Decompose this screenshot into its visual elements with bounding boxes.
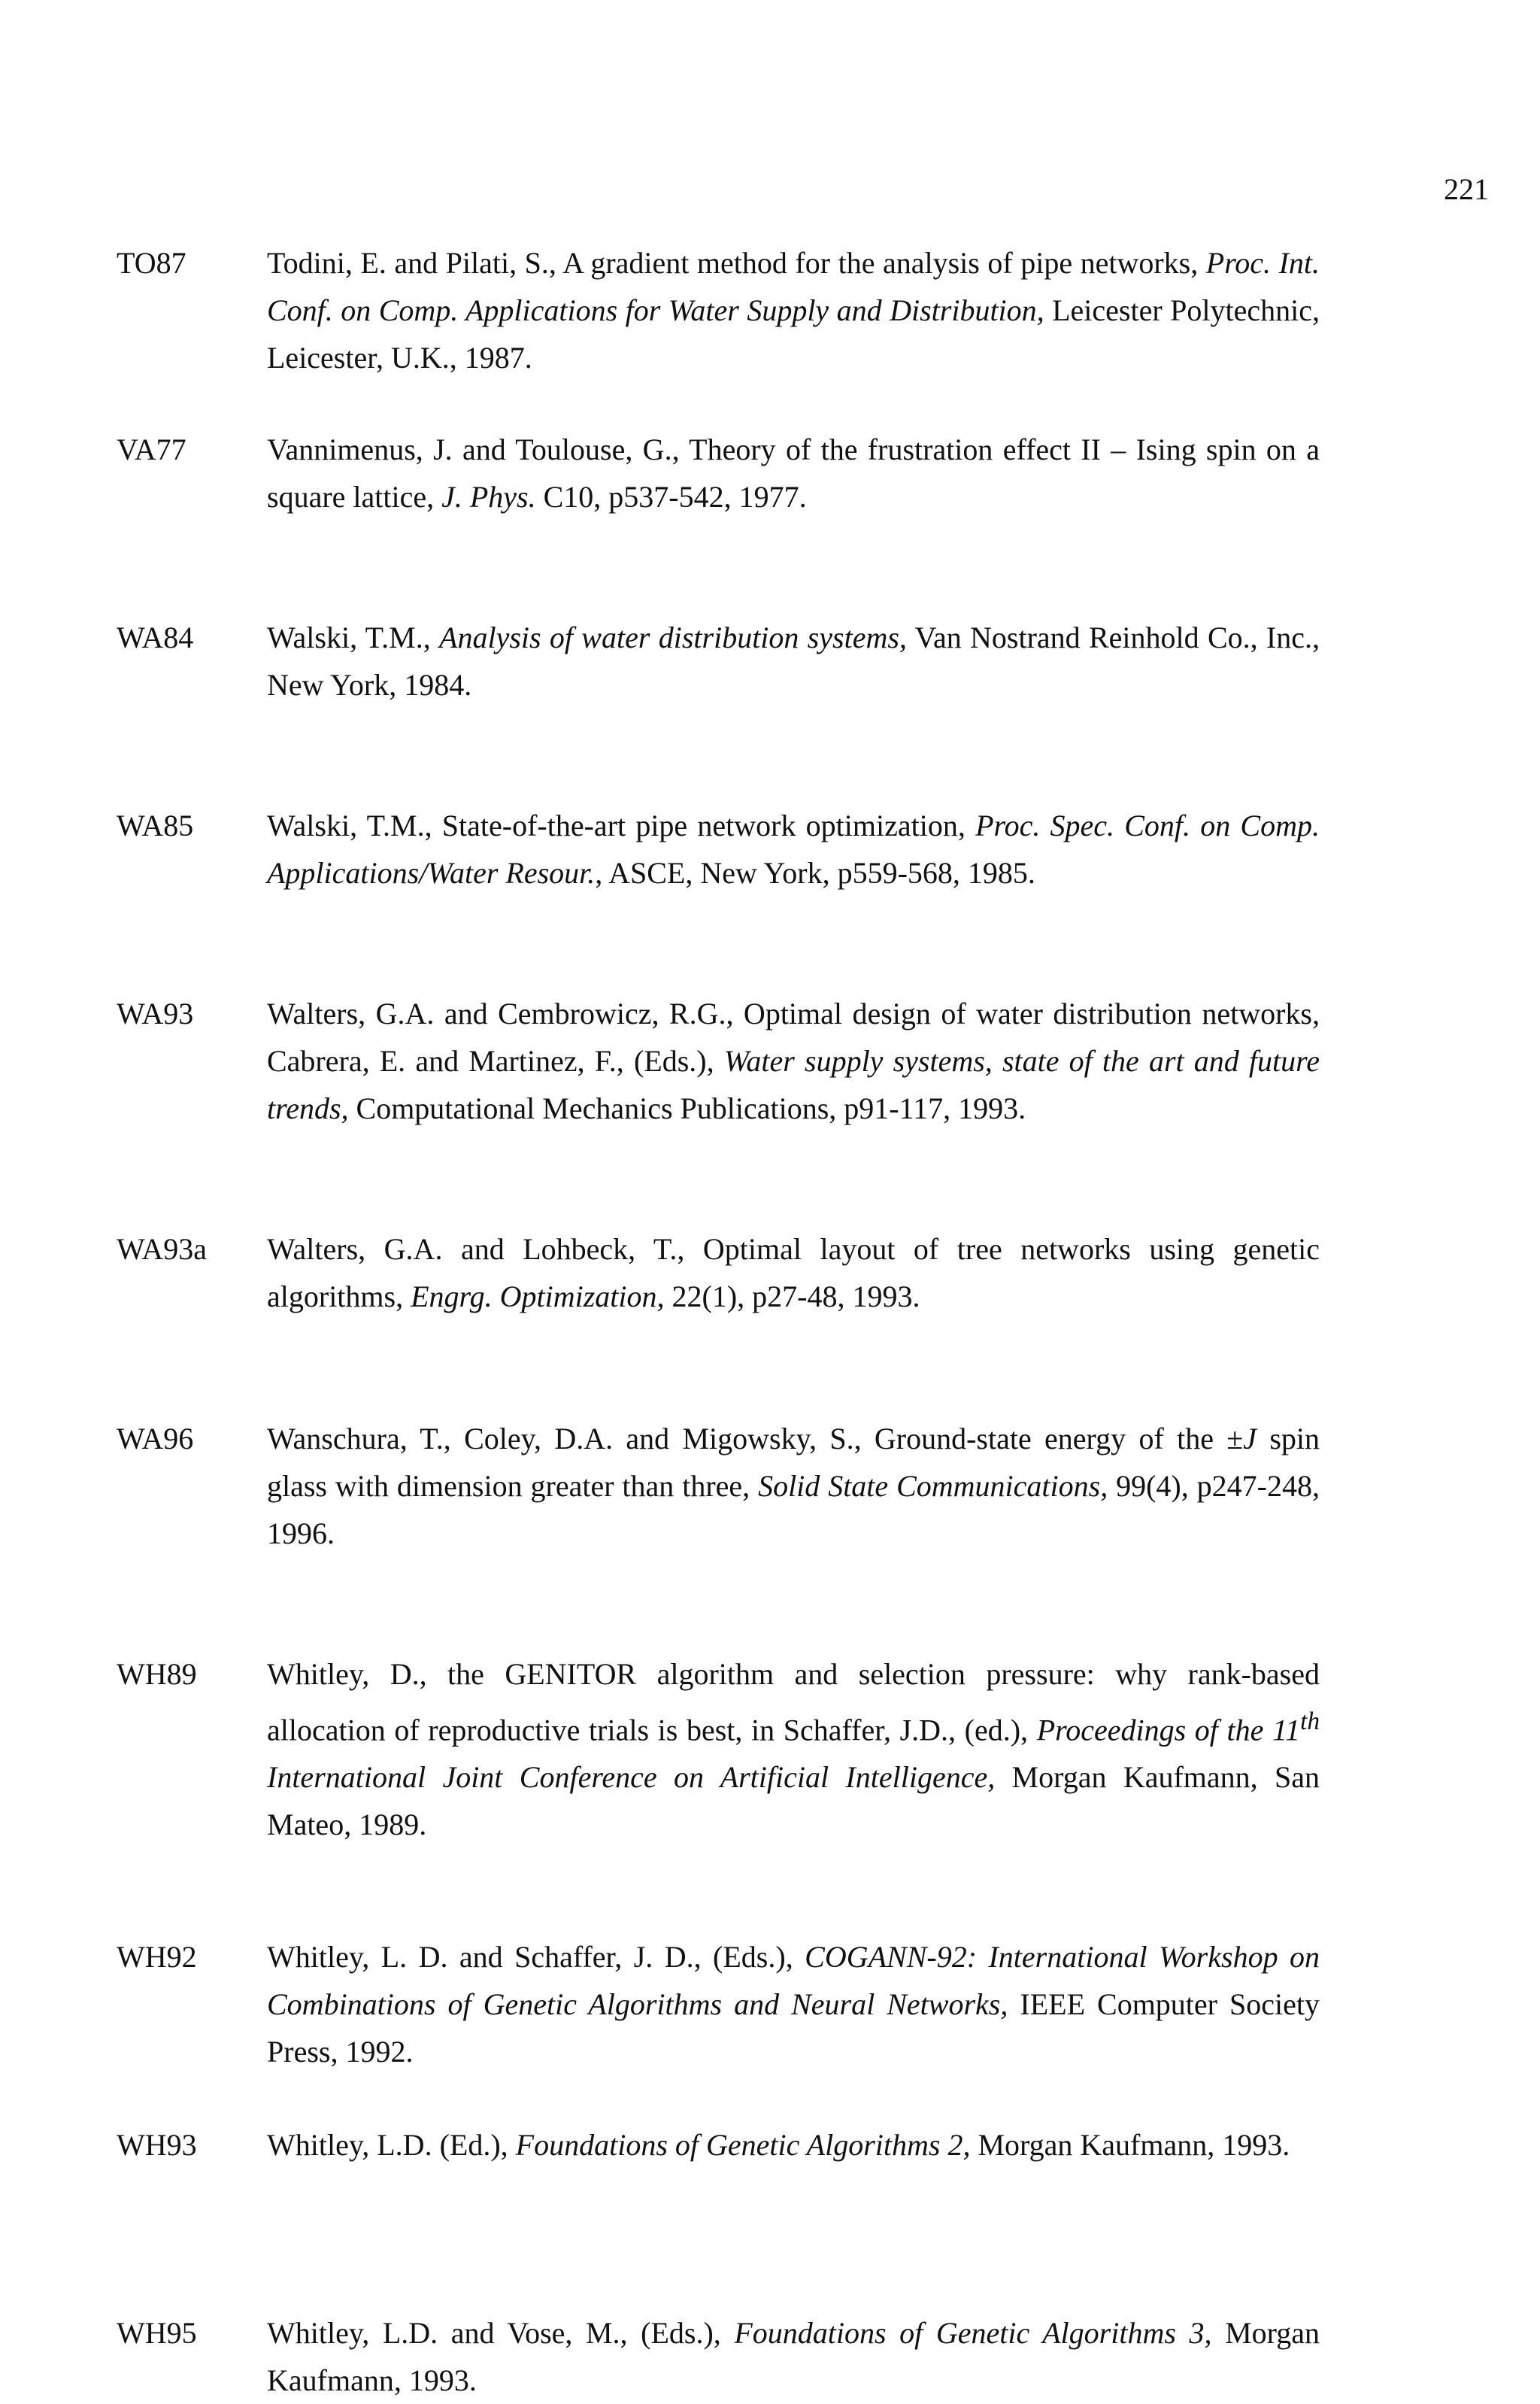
reference-text (267, 239, 1320, 381)
reference-text-part: 99(4), p247-248, 1996. (267, 1469, 1320, 1550)
reference-text (267, 2309, 1320, 2404)
reference-key: WA93 (117, 997, 194, 1031)
reference-text-part: Morgan Kaufmann, 1993. (267, 2316, 1320, 2397)
reference-text-part: COGANN-92: International Workshop on Combinations of Genetic Algorithms and Neural Networks, (267, 1940, 1320, 2021)
page-number: 221 (1444, 172, 1489, 206)
reference-text-part: Whitley, D., the GENITOR algorithm and selection pressure: why rank-based allocation of reproductive trials is best, in Schaffer, J.D., (ed.), (267, 1657, 1320, 1747)
reference-text-part: 22(1), p27-48, 1993. (664, 1279, 920, 1313)
reference-text-part: International Joint Conference on Artificial Intelligence, (267, 1760, 996, 1795)
reference-text-part: Proc. Spec. Conf. on Comp. Applications/Water Resour. (267, 809, 1320, 890)
reference-text (267, 2121, 1320, 2169)
reference-text-part: Todini, E. and Pilati, S., A gradient method for the analysis of pipe networks, (267, 246, 1206, 280)
reference-text-part: Wanschura, T., Coley, D.A. and Migowsky, S., Ground-state energy of the ± (267, 1422, 1244, 1455)
reference-text-part: Walters, G.A. and Lohbeck, T., Optimal layout of tree networks using genetic algorithms, (267, 1232, 1320, 1313)
reference-text-part: Morgan Kaufmann, 1993. (970, 2128, 1290, 2162)
reference-text-part: Whitley, L. D. and Schaffer, J. D., (Eds.), (267, 1940, 805, 1974)
reference-text (267, 426, 1320, 521)
reference-text-part: J. Phys. (441, 480, 536, 514)
reference-text-part: Foundations of Genetic Algorithms 2, (515, 2128, 971, 2162)
reference-text (267, 990, 1320, 1132)
reference-key: WH89 (117, 1657, 197, 1691)
reference-text (267, 802, 1320, 897)
reference-text-part: Vannimenus, J. and Toulouse, G., Theory of the frustration effect II – Ising spin on a square lattice, (267, 433, 1320, 514)
reference-text (267, 1415, 1320, 1557)
reference-text-part: Van Nostrand Reinhold Co., Inc., New York, 1984. (267, 621, 1320, 702)
reference-key: WA84 (117, 621, 194, 654)
reference-text-part: Walters, G.A. and Cembrowicz, R.G., Optimal design of water distribution networks, Cabrera, E. and Martinez, F., (Eds.), (267, 997, 1320, 1078)
reference-text (267, 1933, 1320, 2075)
reference-key: TO87 (117, 246, 186, 280)
reference-key: VA77 (117, 433, 186, 466)
reference-key: WH93 (117, 2128, 197, 2162)
reference-text-part: spin glass with dimension greater than three, (267, 1422, 1320, 1503)
reference-key: WA93a (117, 1232, 207, 1266)
reference-text-part: Walski, T.M., State-of-the-art pipe network optimization, (267, 809, 976, 842)
reference-text-part: Analysis of water distribution systems, (439, 621, 907, 654)
reference-text-part: J (1243, 1422, 1257, 1455)
reference-text-part: Whitley, L.D. and Vose, M., (Eds.), (267, 2316, 735, 2350)
reference-text-part: Solid State Communications, (758, 1469, 1108, 1503)
reference-text-part: Proceedings of the 11 (1036, 1713, 1301, 1747)
reference-text-part: IEEE Computer Society Press, 1992. (267, 1987, 1320, 2069)
reference-text (267, 1650, 1320, 1848)
reference-text-part: , ASCE, New York, p559-568, 1985. (595, 856, 1035, 890)
reference-text (267, 614, 1320, 709)
reference-key: WH95 (117, 2316, 197, 2350)
reference-text-part: Walski, T.M., (267, 621, 440, 654)
reference-text-part: Morgan Kaufmann, San Mateo, 1989. (267, 1760, 1320, 1842)
reference-key: WA85 (117, 809, 194, 842)
reference-text-part: Engrg. Optimization, (411, 1279, 665, 1313)
reference-text (267, 1225, 1320, 1320)
reference-text-part: C10, p537-542, 1977. (535, 480, 807, 514)
reference-text-part: th (1300, 1707, 1320, 1735)
reference-text-part: Whitley, L.D. (Ed.), (267, 2128, 516, 2162)
reference-text-part: Computational Mechanics Publications, p91-117, 1993. (348, 1091, 1026, 1125)
reference-text-part: Water supply systems, state of the art and future trends, (267, 1044, 1320, 1125)
reference-text-part: Leicester Polytechnic, Leicester, U.K., 1987. (267, 293, 1320, 375)
reference-text-part: Foundations of Genetic Algorithms 3, (734, 2316, 1212, 2350)
reference-text-part: Proc. Int. Conf. on Comp. Applications for Water Supply and Distribution, (267, 246, 1320, 327)
reference-key: WH92 (117, 1940, 197, 1974)
reference-key: WA96 (117, 1422, 194, 1455)
